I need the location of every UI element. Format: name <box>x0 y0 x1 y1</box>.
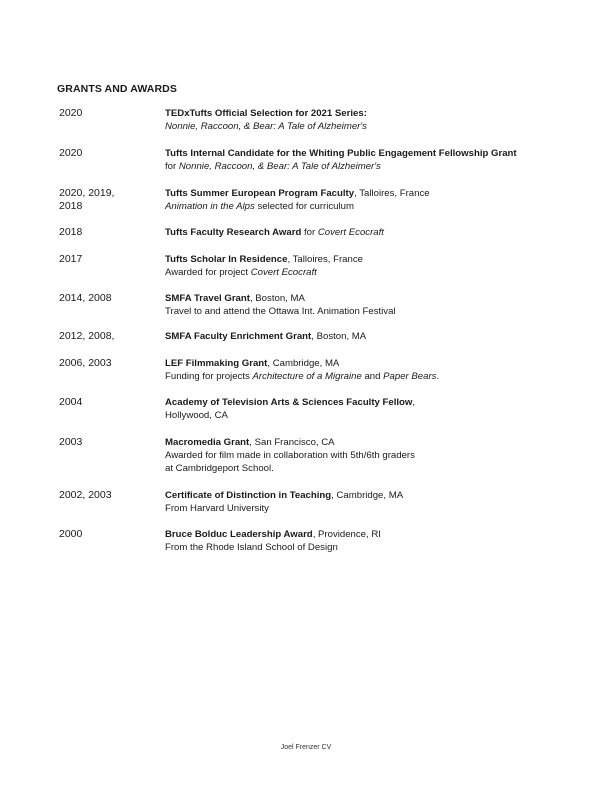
award-year: 2020 <box>59 107 83 119</box>
award-title: Tufts Summer European Program Faculty <box>165 188 355 199</box>
award-location: , Boston, MA <box>311 331 367 342</box>
award-details <box>165 253 585 279</box>
award-year-line: 2018 <box>59 200 83 212</box>
award-details <box>165 436 585 475</box>
page-footer: Joel Frenzer CV <box>280 744 332 751</box>
award-note: Awarded for film made in collaboration with 5th/6th graders <box>165 450 415 461</box>
award-project: Paper Bears <box>383 371 437 382</box>
award-title: LEF Filmmaking Grant <box>165 358 268 369</box>
award-year <box>59 187 159 213</box>
award-title: SMFA Travel Grant <box>165 293 250 304</box>
award-details <box>165 396 585 422</box>
award-details <box>165 489 585 515</box>
award-location: , Talloires, France <box>354 188 430 199</box>
award-note: selected for curriculum <box>254 201 354 212</box>
award-title: Macromedia Grant <box>165 437 250 448</box>
award-details <box>165 292 585 318</box>
award-year: 2020 <box>59 147 83 159</box>
award-location: Hollywood, CA <box>165 410 228 421</box>
award-year: 2014, 2008 <box>59 292 112 304</box>
award-note: . <box>436 371 440 382</box>
award-details <box>165 330 585 343</box>
award-year: 2012, 2008, <box>59 330 115 342</box>
award-project: Nonnie, Raccoon, & Bear: A Tale of Alzheimer's <box>178 161 381 172</box>
award-note: for <box>165 161 179 172</box>
award-location: , San Francisco, CA <box>249 437 335 448</box>
award-details <box>165 528 585 554</box>
award-details <box>165 357 585 383</box>
award-note: From Harvard University <box>165 503 269 514</box>
award-details <box>165 147 585 173</box>
award-project: Covert Ecocraft <box>317 227 384 238</box>
award-year: 2002, 2003 <box>59 489 112 501</box>
award-title: Certificate of Distinction in Teaching <box>165 490 332 501</box>
award-title: Tufts Internal Candidate for the Whiting Public Engagement Fellowship Grant <box>165 148 517 159</box>
award-project: Covert Ecocraft <box>250 267 317 278</box>
award-title: Bruce Bolduc Leadership Award <box>165 529 313 540</box>
award-note: for <box>301 227 318 238</box>
award-year: 2003 <box>59 436 83 448</box>
award-details <box>165 107 585 133</box>
award-title: Tufts Scholar In Residence <box>165 254 288 265</box>
award-note: at Cambridgeport School. <box>165 463 274 474</box>
award-location: , Talloires, France <box>287 254 363 265</box>
award-note: From the Rhode Island School of Design <box>165 542 338 553</box>
award-title: Academy of Television Arts & Sciences Faculty Fellow <box>165 397 413 408</box>
award-details <box>165 187 585 213</box>
award-project: Animation in the Alps <box>165 201 255 212</box>
award-year: 2004 <box>59 396 83 408</box>
section-title: GRANTS AND AWARDS <box>57 83 177 95</box>
award-location: , Cambridge, MA <box>331 490 404 501</box>
award-project: Architecture of a Migraine <box>252 371 362 382</box>
award-location: , Boston, MA <box>249 293 305 304</box>
award-title: Tufts Faculty Research Award <box>165 227 302 238</box>
award-note: Awarded for project <box>165 267 251 278</box>
award-note: and <box>361 371 384 382</box>
award-year: 2006, 2003 <box>59 357 112 369</box>
award-location: , Providence, RI <box>312 529 381 540</box>
award-title: SMFA Faculty Enrichment Grant <box>165 331 312 342</box>
award-location: , <box>412 397 416 408</box>
award-year: 2018 <box>59 226 83 238</box>
award-note: Travel to and attend the Ottawa Int. Animation Festival <box>165 306 396 317</box>
award-year-line: 2020, 2019, <box>59 187 115 199</box>
award-details <box>165 226 585 239</box>
award-title: TEDxTufts Official Selection for 2021 Series: <box>165 108 367 119</box>
award-year: 2017 <box>59 253 83 265</box>
award-year: 2000 <box>59 528 83 540</box>
award-location: , Cambridge, MA <box>267 358 340 369</box>
award-note: Funding for projects <box>165 371 253 382</box>
award-project: Nonnie, Raccoon, & Bear: A Tale of Alzheimer's <box>165 121 367 132</box>
